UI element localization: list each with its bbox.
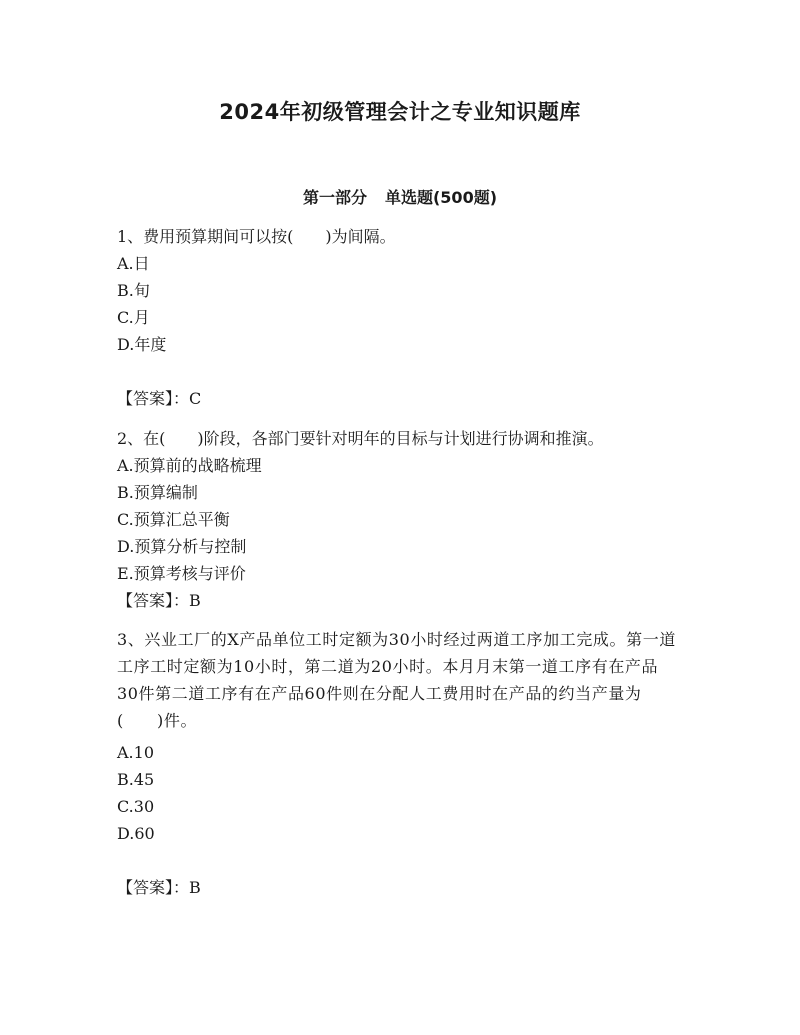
question-stem: 2、在( )阶段，各部门要针对明年的目标与计划进行协调和推演。 bbox=[117, 429, 604, 448]
option: C.月 bbox=[117, 308, 150, 327]
option: D.60 bbox=[117, 824, 155, 843]
answer-value: B bbox=[189, 591, 201, 610]
section-heading bbox=[0, 185, 800, 208]
option: C.预算汇总平衡 bbox=[117, 510, 230, 529]
option: A.日 bbox=[117, 254, 150, 273]
answer-label: 【答案】： bbox=[117, 389, 190, 408]
answer-line bbox=[117, 878, 201, 898]
document-title: 2024年初级管理会计之专业知识题库 bbox=[219, 100, 581, 124]
answer-value: B bbox=[189, 878, 201, 897]
answer-label: 【答案】： bbox=[117, 878, 190, 897]
option: D.预算分析与控制 bbox=[117, 537, 247, 556]
answer-line bbox=[117, 591, 201, 611]
option: D.年度 bbox=[117, 335, 167, 354]
option: B.旬 bbox=[117, 281, 150, 300]
answer-line bbox=[117, 389, 201, 409]
section-part: 第一部分 bbox=[302, 188, 367, 207]
option: B.45 bbox=[117, 770, 155, 789]
option: A.预算前的战略梳理 bbox=[117, 456, 262, 475]
option: B.预算编制 bbox=[117, 483, 198, 502]
answer-label: 【答案】： bbox=[117, 591, 190, 610]
option: C.30 bbox=[117, 797, 155, 816]
option: E.预算考核与评价 bbox=[117, 564, 246, 583]
question-stem: 1、费用预算期间可以按( )为间隔。 bbox=[117, 227, 396, 246]
answer-value: C bbox=[189, 389, 202, 408]
option: A.10 bbox=[117, 743, 154, 762]
question-stem: 3、兴业工厂的X产品单位工时定额为30小时经过两道工序加工完成。第一道工序工时定额为10小时，第二道为20小时。本月月末第一道工序有在产品30件第二道工序有在产品60件则在分配人工费用时在产品的约当产量为( )件。 bbox=[117, 630, 676, 730]
section-name: 单选题(500题) bbox=[384, 188, 498, 207]
